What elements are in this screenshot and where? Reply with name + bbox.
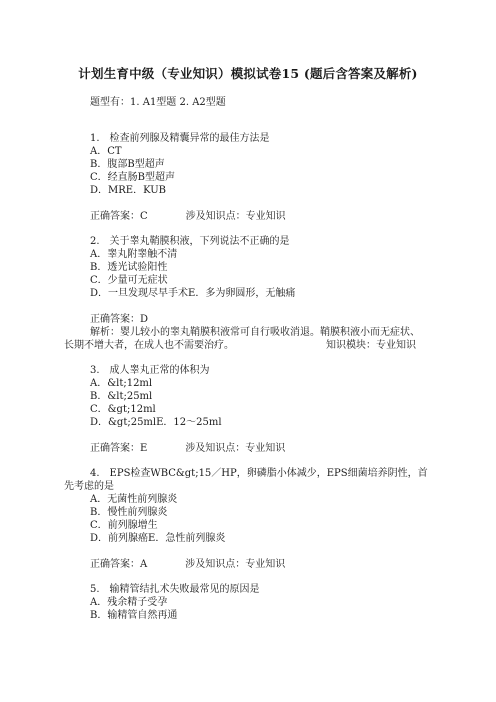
question-stem: 2. 关于睾丸鞘膜积液，下列说法不正确的是: [90, 236, 290, 247]
question-5: [90, 583, 420, 622]
option-d: D．前列腺癌E．急性前列腺炎: [90, 533, 226, 544]
option-a: A．CT: [90, 146, 122, 157]
knowledge-point: 涉及知识点：专业知识: [185, 211, 286, 222]
option-b: B．腹部B型超声: [90, 159, 165, 170]
option-b: B．&lt;25ml: [90, 391, 153, 402]
option-a: A．&lt;12ml: [90, 378, 153, 389]
option-d: D．MRE．KUB: [90, 185, 166, 196]
question-1: [90, 132, 420, 223]
option-b: B．慢性前列腺炎: [90, 507, 168, 518]
option-c: C．少量可无症状: [90, 275, 168, 286]
option-c: C．经直肠B型超声: [90, 172, 175, 183]
question-stem: 4. EPS检查WBC&gt;15／HP，卵磷脂小体减少，EPS细菌培养阴性，首: [90, 468, 428, 479]
option-c: C．&gt;12ml: [90, 404, 156, 415]
option-a: A．残余精子受孕: [90, 597, 168, 608]
analysis-text-cont: 长期不增大者，在成人也不需要治疗。 知识模块：专业知识: [64, 340, 416, 351]
knowledge-point: 涉及知识点：专业知识: [185, 443, 286, 454]
analysis-text: 解析：婴儿较小的睾丸鞘膜积液常可自行吸收消退。鞘膜积液小而无症状、: [90, 327, 420, 338]
correct-answer: 正确答案：A: [90, 559, 148, 570]
knowledge-point: 涉及知识点：专业知识: [185, 559, 286, 570]
question-4: [64, 467, 428, 571]
option-a: A．睾丸附睾触不清: [90, 249, 178, 260]
option-c: C．前列腺增生: [90, 520, 158, 531]
question-type-line: 题型有：1. A1型题 2. A2型题: [90, 97, 226, 108]
answer-row: [90, 558, 420, 571]
question-stem: 3. 成人睾丸正常的体积为: [90, 365, 210, 376]
correct-answer: 正确答案：D: [90, 314, 149, 325]
correct-answer: 正确答案：C: [90, 211, 148, 222]
option-b: B．输精管自然再通: [90, 610, 178, 621]
answer-row: [90, 442, 420, 455]
correct-answer: 正确答案：E: [90, 443, 148, 454]
question-stem: 1. 检查前列腺及精囊异常的最佳方法是: [90, 133, 270, 144]
option-b: B．透光试验阳性: [90, 262, 168, 273]
knowledge-module: 知识模块：专业知识: [326, 340, 416, 351]
question-3: [90, 364, 420, 455]
document-body: [64, 96, 428, 622]
option-d: D．一旦发现尽早手术E．多为卵圆形，无触痛: [90, 288, 296, 299]
question-stem-cont: 先考虑的是: [64, 481, 114, 492]
answer-row: [90, 210, 420, 223]
question-stem: 5. 输精管结扎术失败最常见的原因是: [90, 584, 260, 595]
option-a: A．无菌性前列腺炎: [90, 494, 178, 505]
question-2: [64, 235, 420, 352]
option-d: D．&gt;25mlE．12～25ml: [90, 417, 222, 428]
document-title: 计划生育中级（专业知识）模拟试卷15 (题后含答案及解析): [78, 66, 418, 81]
